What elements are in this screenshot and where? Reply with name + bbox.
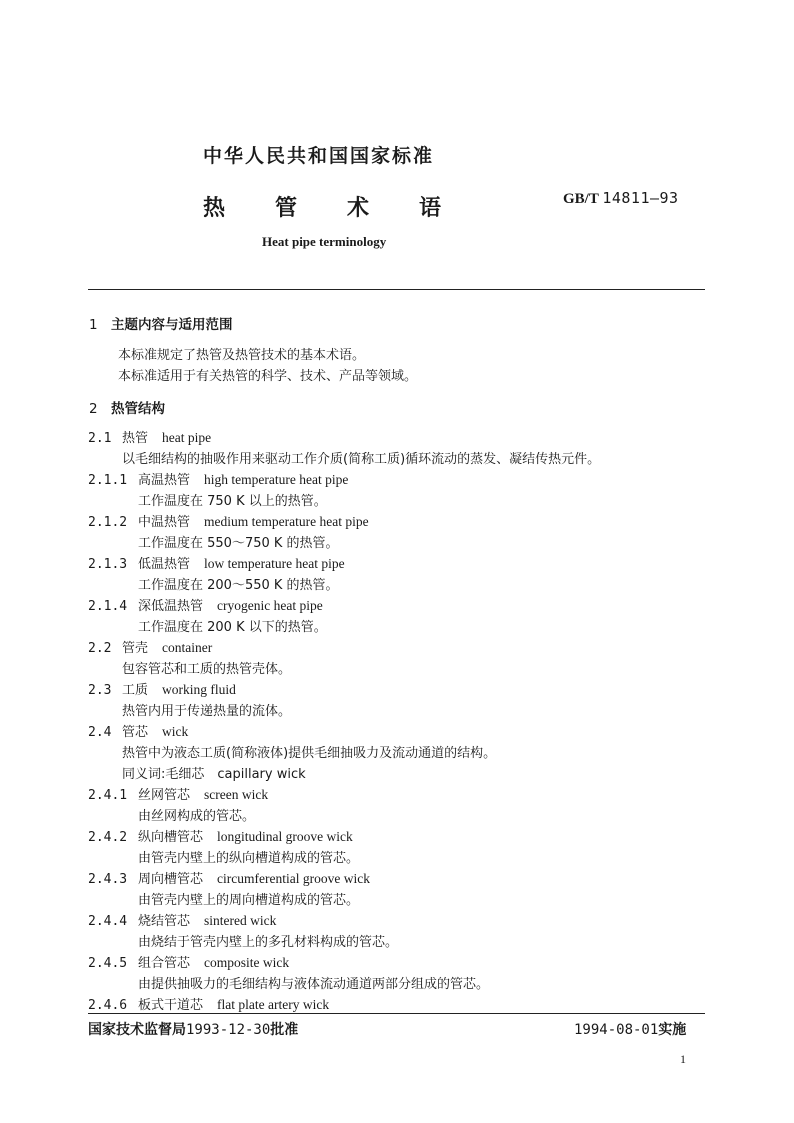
term-en: container (162, 640, 213, 655)
section-title: 热管结构 (111, 401, 165, 417)
term-definition: 由管壳内壁上的纵向槽道构成的管芯。 (138, 851, 360, 866)
title-char: 热 (203, 196, 226, 221)
term-entry (88, 427, 211, 446)
term-definition: 工作温度在 550～750 K 的热管。 (138, 536, 339, 551)
term-en: circumferential groove wick (217, 871, 370, 886)
term-zh: 低温热管 (138, 557, 191, 572)
term-entry (88, 721, 188, 740)
term-entry (88, 994, 329, 1013)
term-definition: 由管壳内壁上的周向槽道构成的管芯。 (138, 893, 360, 908)
page-number: 1 (680, 1052, 686, 1066)
term-entry (88, 637, 212, 656)
term-en: heat pipe (162, 430, 212, 445)
term-zh: 高温热管 (138, 473, 191, 488)
term-zh: 周向槽管芯 (138, 872, 204, 887)
effective-date: 1994-08-01 (574, 1022, 659, 1038)
term-en: sintered wick (204, 913, 277, 928)
term-entry (88, 595, 323, 614)
issuer: 国家技术监督局 (88, 1022, 186, 1038)
term-number: 2.1.3 (88, 557, 128, 572)
term-number: 2.4.4 (88, 914, 128, 929)
term-en: wick (162, 724, 189, 739)
term-en: medium temperature heat pipe (204, 514, 369, 529)
scope-paragraph: 本标准适用于有关热管的科学、技术、产品等领域。 (118, 369, 418, 384)
term-number: 2.1.2 (88, 515, 128, 530)
term-en: screen wick (204, 787, 269, 802)
section-number: 2 (89, 401, 98, 417)
term-number: 2.2 (88, 641, 112, 656)
section-heading (89, 313, 233, 333)
term-entry (88, 679, 236, 698)
title-char: 管 (275, 196, 298, 221)
term-entry (88, 784, 268, 803)
term-zh: 中温热管 (138, 515, 191, 530)
english-title: Heat pipe terminology (262, 234, 387, 249)
approve-label: 批准 (270, 1022, 299, 1038)
term-definition: 热管中为液态工质(简称液体)提供毛细抽吸力及流动通道的结构。 (122, 746, 497, 761)
term-number: 2.1.1 (88, 473, 128, 488)
term-definition: 包容管芯和工质的热管壳体。 (122, 662, 292, 677)
national-standard-heading: 中华人民共和国国家标准 (203, 145, 435, 167)
term-zh: 丝网管芯 (138, 788, 191, 803)
term-number: 2.4.6 (88, 998, 128, 1013)
term-entry (88, 826, 353, 845)
section-heading (89, 397, 165, 417)
term-zh: 组合管芯 (138, 956, 191, 971)
term-number: 2.4.5 (88, 956, 128, 971)
term-en: high temperature heat pipe (204, 472, 349, 487)
term-en: longitudinal groove wick (217, 829, 353, 844)
term-entry (88, 511, 369, 530)
term-synonym: 同义词:毛细芯 capillary wick (122, 767, 306, 782)
scope-paragraph: 本标准规定了热管及热管技术的基本术语。 (118, 348, 366, 363)
section-number: 1 (89, 317, 98, 333)
term-en: low temperature heat pipe (204, 556, 345, 571)
term-number: 2.3 (88, 683, 112, 698)
term-zh: 管壳 (122, 641, 149, 656)
term-en: flat plate artery wick (217, 997, 330, 1012)
term-definition: 由烧结于管壳内壁上的多孔材料构成的管芯。 (138, 935, 399, 950)
effective-info (574, 1019, 686, 1039)
term-entry (88, 469, 348, 488)
term-entry (88, 910, 276, 929)
term-entry (88, 553, 345, 572)
term-zh: 热管 (122, 431, 149, 446)
term-zh: 工质 (122, 683, 149, 698)
term-number: 2.1.4 (88, 599, 128, 614)
effective-label: 实施 (658, 1022, 687, 1038)
footer-divider (88, 1013, 705, 1014)
term-number: 2.4.3 (88, 872, 128, 887)
standard-number (563, 189, 679, 208)
term-zh: 烧结管芯 (138, 914, 191, 929)
term-zh: 深低温热管 (138, 599, 204, 614)
term-en: composite wick (204, 955, 290, 970)
title-char: 语 (419, 196, 442, 221)
term-definition: 热管内用于传递热量的流体。 (122, 704, 292, 719)
document-title (203, 191, 491, 222)
term-number: 2.4 (88, 725, 112, 740)
term-definition: 以毛细结构的抽吸作用来驱动工作介质(简称工质)循环流动的蒸发、凝结传热元件。 (122, 452, 601, 467)
standard-prefix: GB/T (563, 191, 599, 207)
title-char: 术 (347, 196, 370, 221)
term-number: 2.4.2 (88, 830, 128, 845)
term-entry (88, 868, 370, 887)
term-zh: 管芯 (122, 725, 149, 740)
standard-code: 14811—93 (602, 189, 679, 207)
term-number: 2.4.1 (88, 788, 128, 803)
header-divider (88, 289, 705, 290)
approve-date: 1993-12-30 (186, 1022, 271, 1038)
term-definition: 工作温度在 750 K 以上的热管。 (138, 494, 327, 509)
term-number: 2.1 (88, 431, 112, 446)
term-en: cryogenic heat pipe (217, 598, 323, 613)
section-title: 主题内容与适用范围 (111, 317, 233, 333)
approval-info (88, 1019, 298, 1039)
term-definition: 工作温度在 200 K 以下的热管。 (138, 620, 327, 635)
term-zh: 纵向槽管芯 (138, 830, 204, 845)
term-entry (88, 952, 289, 971)
term-zh: 板式干道芯 (138, 998, 204, 1013)
term-definition: 由提供抽吸力的毛细结构与液体流动通道两部分组成的管芯。 (138, 977, 490, 992)
term-definition: 由丝网构成的管芯。 (138, 809, 256, 824)
term-en: working fluid (162, 682, 236, 697)
term-definition: 工作温度在 200～550 K 的热管。 (138, 578, 339, 593)
